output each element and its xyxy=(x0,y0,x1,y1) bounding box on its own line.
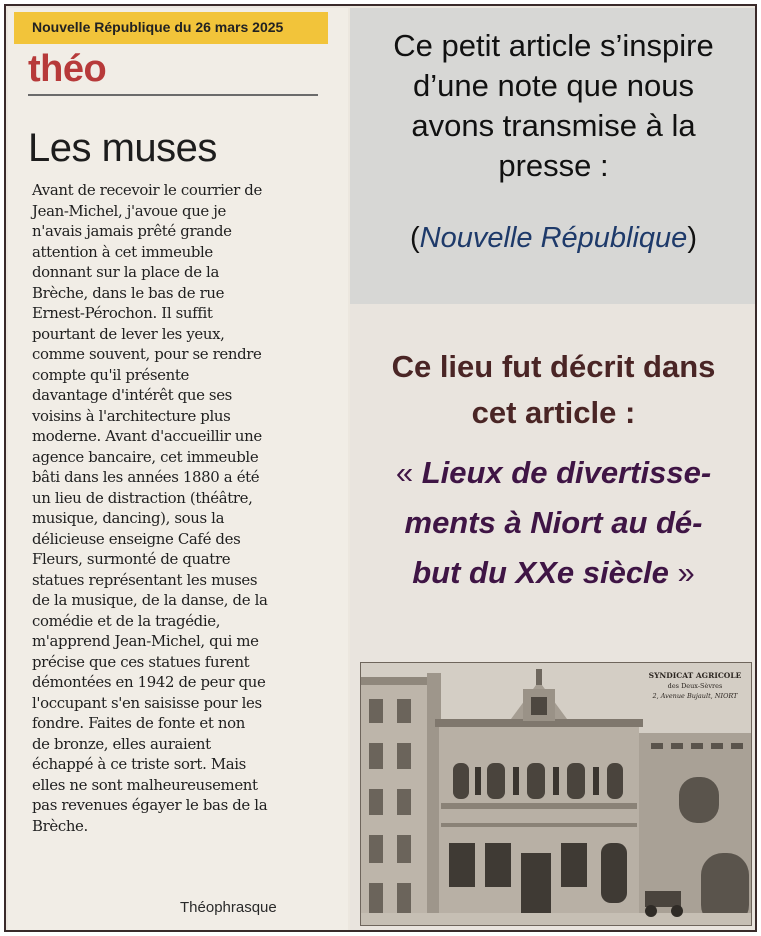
body-line: bâti dans les années 1880 a été xyxy=(32,468,260,486)
rubric-divider xyxy=(28,94,318,96)
title-line-text: but du XXe siècle xyxy=(412,555,669,590)
note-line: avons transmise à la xyxy=(411,108,696,143)
caption-line: SYNDICAT AGRICOLE xyxy=(648,671,742,680)
vintage-building-photo xyxy=(360,662,752,926)
source-paren-open: ( xyxy=(410,222,420,254)
note-source xyxy=(350,222,757,255)
body-line: Jean-Michel, j'avoue que je xyxy=(32,201,227,220)
body-line: statues représentant les muses xyxy=(32,570,258,589)
body-line: de la musique, de la danse, de la xyxy=(32,591,268,609)
body-line: échappé à ce triste sort. Mais xyxy=(32,755,246,773)
title-line-text: Lieux de divertisse- xyxy=(421,455,712,490)
body-line: donnant sur la place de la xyxy=(32,263,219,281)
body-line: m'apprend Jean-Michel, qui me xyxy=(32,632,259,650)
source-paren-close: ) xyxy=(687,222,697,254)
body-line: l'occupant s'en saisisse pour les xyxy=(32,693,262,712)
note-line: d’une note que nous xyxy=(413,68,694,103)
body-line: elles ne sont malheureusement xyxy=(32,775,258,794)
body-line: pas revenues égayer le bas de la xyxy=(32,796,268,814)
source-name: Nouvelle République xyxy=(419,222,688,254)
article-body xyxy=(32,180,328,836)
building-illustration xyxy=(361,663,752,926)
quote-open: « xyxy=(395,455,422,490)
note-text xyxy=(350,26,757,186)
body-line: démontées en 1942 de peur que xyxy=(32,673,266,691)
title-line: ments à Niort au dé- xyxy=(404,505,703,540)
note-line: Ce petit article s’inspire xyxy=(393,28,714,63)
newspaper-clipping xyxy=(8,8,348,930)
body-line: Brèche, dans le bas de rue xyxy=(32,283,225,302)
article-headline: Les muses xyxy=(28,126,217,170)
body-line: n'avais jamais prêté grande xyxy=(32,222,232,240)
body-line: délicieuse enseigne Café des xyxy=(32,529,241,548)
page-frame xyxy=(4,4,757,932)
quote-close: » xyxy=(668,555,695,590)
column-rubric: théo xyxy=(28,48,107,90)
description-line: Ce lieu fut décrit dans xyxy=(391,349,716,384)
note-line: presse : xyxy=(498,148,609,183)
body-line: Ernest-Pérochon. Il suffit xyxy=(32,304,213,322)
body-line: musique, dancing), sous la xyxy=(32,509,225,527)
body-line: compte qu'il présente xyxy=(32,365,189,384)
body-line: attention à cet immeuble xyxy=(32,242,213,261)
body-line: précise que ces statues furent xyxy=(32,652,250,671)
body-line: Avant de recevoir le courrier de xyxy=(32,181,262,199)
title-line xyxy=(350,548,757,598)
body-line: un lieu de distraction (théâtre, xyxy=(32,488,253,507)
referenced-article-title xyxy=(350,448,757,598)
article-signature: Théophrasque xyxy=(180,899,277,916)
body-line: voisins à l'architecture plus xyxy=(32,406,231,425)
body-line: comédie et de la tragédie, xyxy=(32,611,221,630)
body-line: agence bancaire, cet immeuble xyxy=(32,447,259,466)
caption-line: 2, Avenue Bujault, NIORT xyxy=(652,692,738,700)
body-line: moderne. Avant d'accueillir une xyxy=(32,427,262,445)
body-line: de bronze, elles auraient xyxy=(32,734,211,753)
body-line: davantage d'intérêt que ses xyxy=(32,386,232,404)
caption-line: des Deux-Sèvres xyxy=(667,682,723,690)
photo-caption xyxy=(645,671,745,701)
note-panel xyxy=(350,8,757,304)
body-line: Brèche. xyxy=(32,816,88,835)
body-line: pourtant de lever les yeux, xyxy=(32,324,225,343)
body-line: comme souvent, pour se rendre xyxy=(32,345,262,363)
newspaper-masthead: Nouvelle République du 26 mars 2025 xyxy=(14,12,328,44)
body-line: fondre. Faites de fonte et non xyxy=(32,714,245,732)
description-line: cet article : xyxy=(471,395,636,430)
body-line: Fleurs, surmonté de quatre xyxy=(32,550,231,568)
description-text xyxy=(350,344,757,436)
title-line xyxy=(350,448,757,498)
